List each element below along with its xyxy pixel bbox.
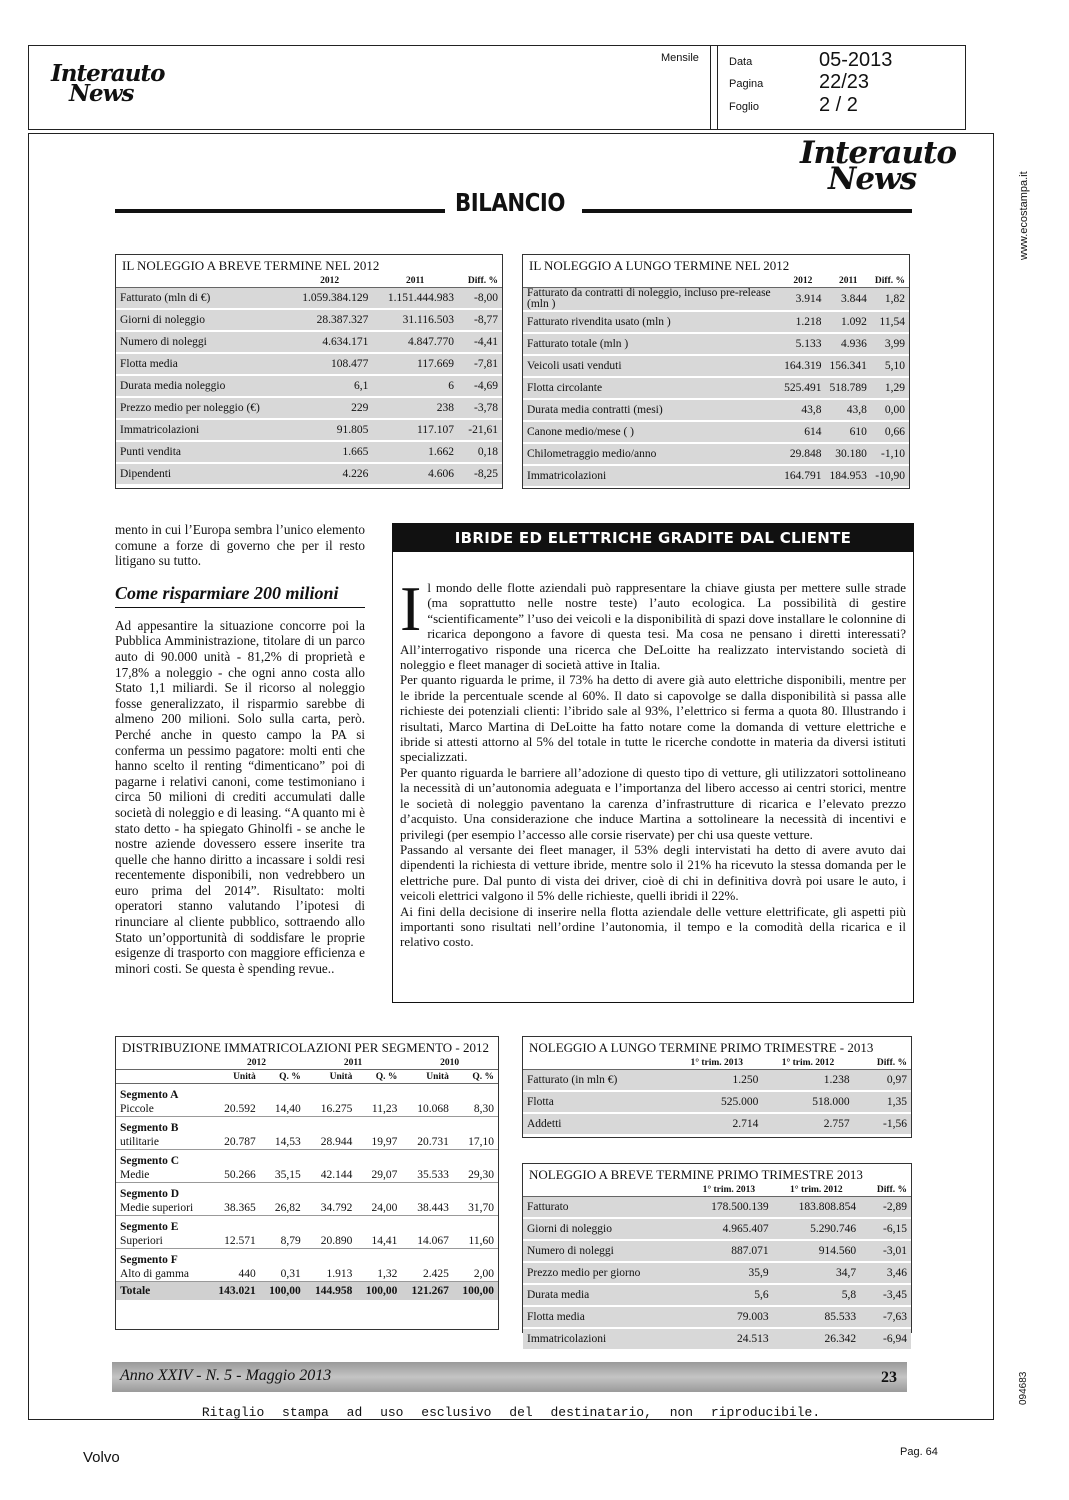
row-label: Dipendenti xyxy=(116,463,287,485)
cell-value: -10,90 xyxy=(871,465,909,487)
cell-value: 1.250 xyxy=(671,1070,762,1092)
table-row xyxy=(523,399,909,421)
row-label: Flotta xyxy=(523,1091,671,1113)
cell-value: 12.571 xyxy=(208,1234,260,1249)
table-row xyxy=(523,288,909,312)
segment-values-row xyxy=(116,1201,498,1216)
segment-name: Segmento D xyxy=(120,1188,180,1200)
cell-value: 50.266 xyxy=(208,1168,260,1183)
table-lungo-2012 xyxy=(522,254,910,489)
cell-value: 4.226 xyxy=(287,463,373,485)
cell-value: 8,79 xyxy=(260,1234,305,1249)
cell-value: 164.791 xyxy=(780,465,825,487)
total-value: 100,00 xyxy=(260,1282,305,1301)
row-label: Immatricolazioni xyxy=(523,1328,685,1350)
row-label: Flotta media xyxy=(116,353,287,375)
cell-value: 5.133 xyxy=(780,333,825,355)
row-label: Giorni di noleggio xyxy=(523,1218,685,1240)
cell-value: 43,8 xyxy=(826,399,871,421)
table-row xyxy=(523,1070,911,1092)
row-label: Fatturato (in mln €) xyxy=(523,1070,671,1092)
page-number: Pag. 64 xyxy=(900,1446,938,1458)
title-rule-right xyxy=(582,209,912,213)
cell-value: 229 xyxy=(287,397,373,419)
row-label: Punti vendita xyxy=(116,441,287,463)
segment-desc: utilitarie xyxy=(116,1135,208,1150)
cell-value: 1,35 xyxy=(854,1091,911,1113)
cell-value: 1.662 xyxy=(372,441,458,463)
row-label: Addetti xyxy=(523,1113,671,1135)
cell-value: -8,25 xyxy=(458,463,502,485)
row-label: Durata media xyxy=(523,1284,685,1306)
table-row xyxy=(116,441,502,463)
cell-value: 1,29 xyxy=(871,377,909,399)
cell-value: 2.425 xyxy=(401,1267,453,1282)
cell-value: -3,78 xyxy=(458,397,502,419)
table-row xyxy=(523,1113,911,1135)
box-ibride xyxy=(392,523,914,1003)
cell-value: 26.342 xyxy=(773,1328,860,1350)
row-label: Fatturato totale (mln ) xyxy=(523,333,780,355)
segment-row xyxy=(116,1084,498,1103)
pagina-label: Pagina xyxy=(729,78,764,90)
cell-value: 29.848 xyxy=(780,443,825,465)
table-row xyxy=(523,355,909,377)
foglio-value: 2 / 2 xyxy=(819,94,858,116)
cell-value: 1.092 xyxy=(826,311,871,333)
cell-value: 85.533 xyxy=(773,1306,860,1328)
row-label: Prezzo medio per giorno xyxy=(523,1262,685,1284)
segment-row xyxy=(116,1183,498,1202)
segment-values-row xyxy=(116,1234,498,1249)
segment-row xyxy=(116,1117,498,1136)
cell-value: -6,94 xyxy=(860,1328,911,1350)
section-title: BILANCIO xyxy=(455,188,566,217)
data-label: Data xyxy=(729,56,753,68)
cell-value: 10.068 xyxy=(401,1102,453,1117)
cell-value: 4.634.171 xyxy=(287,331,373,353)
cell-value: 35,9 xyxy=(685,1262,772,1284)
cell-value: 1,32 xyxy=(356,1267,401,1282)
table-row xyxy=(116,419,502,441)
cell-value: 38.443 xyxy=(401,1201,453,1216)
cell-value: -6,15 xyxy=(860,1218,911,1240)
table-row xyxy=(523,1284,911,1306)
table-row xyxy=(523,311,909,333)
cell-value: 1.151.444.983 xyxy=(372,288,458,310)
segment-name: Segmento C xyxy=(120,1155,180,1167)
cell-value: 34,7 xyxy=(773,1262,860,1284)
cell-value: 4.936 xyxy=(826,333,871,355)
cell-value: 0,97 xyxy=(854,1070,911,1092)
header-logo: Interauto News xyxy=(51,60,165,107)
table-breve-2012 xyxy=(115,254,503,489)
dropcap: I xyxy=(400,573,422,644)
table-breve-trimestre xyxy=(522,1163,912,1345)
cell-value: 14.067 xyxy=(401,1234,453,1249)
cell-value: 28.387.327 xyxy=(287,309,373,331)
cell-value: 20.592 xyxy=(208,1102,260,1117)
cell-value: 91.805 xyxy=(287,419,373,441)
table-title: IL NOLEGGIO A BREVE TERMINE NEL 2012 xyxy=(122,258,380,273)
row-label: Numero di noleggi xyxy=(523,1240,685,1262)
intro-text: mento in cui l’Europa sembra l’unico elemento comune a forze di governo che per il resto litigano su tutto. xyxy=(115,522,365,569)
total-value: 144.958 xyxy=(305,1282,357,1301)
row-label: Chilometraggio medio/anno xyxy=(523,443,780,465)
cell-value: 5,6 xyxy=(685,1284,772,1306)
table-row xyxy=(523,1091,911,1113)
row-label: Fatturato xyxy=(523,1197,685,1219)
cell-value: 2.757 xyxy=(762,1113,853,1135)
table-title: NOLEGGIO A BREVE TERMINE PRIMO TRIMESTRE 2013 xyxy=(529,1167,863,1182)
cell-value: 0,18 xyxy=(458,441,502,463)
side-code: 094683 xyxy=(1018,1371,1029,1405)
total-value: 100,00 xyxy=(453,1282,498,1301)
cell-value: 4.847.770 xyxy=(372,331,458,353)
table-row xyxy=(523,1328,911,1350)
table-row xyxy=(523,421,909,443)
cell-value: 16.275 xyxy=(305,1102,357,1117)
segment-desc: Piccole xyxy=(116,1102,208,1117)
cell-value: 20.731 xyxy=(401,1135,453,1150)
cell-value: 108.477 xyxy=(287,353,373,375)
header-box xyxy=(28,45,966,130)
cell-value: 1.238 xyxy=(762,1070,853,1092)
segment-name: Segmento F xyxy=(120,1254,178,1266)
total-value: 100,00 xyxy=(356,1282,401,1301)
table-segmento xyxy=(115,1036,499,1330)
cell-value: 1,82 xyxy=(871,288,909,312)
data-value: 05-2013 xyxy=(819,49,893,71)
cell-value: 14,40 xyxy=(260,1102,305,1117)
segment-desc: Medie superiori xyxy=(116,1201,208,1216)
total-value: 143.021 xyxy=(208,1282,260,1301)
cell-value: 1.665 xyxy=(287,441,373,463)
cell-value: -2,89 xyxy=(860,1197,911,1219)
cell-value: 914.560 xyxy=(773,1240,860,1262)
issue-label: Anno XXIV - N. 5 - Maggio 2013 xyxy=(120,1367,332,1384)
left-column xyxy=(115,522,365,976)
table-row xyxy=(523,1262,911,1284)
cell-value: 614 xyxy=(780,421,825,443)
row-label: Immatricolazioni xyxy=(523,465,780,487)
inner-logo: Interauto News xyxy=(800,135,957,198)
disclaimer: Ritaglio stampa ad uso esclusivo del destinatario, non riproducibile. xyxy=(201,1405,821,1420)
cell-value: 20.890 xyxy=(305,1234,357,1249)
segment-name: Segmento E xyxy=(120,1221,179,1233)
table-row xyxy=(523,333,909,355)
segment-name: Segmento B xyxy=(120,1122,179,1134)
cell-value: 2.714 xyxy=(671,1113,762,1135)
cell-value: 26,82 xyxy=(260,1201,305,1216)
cell-value: 42.144 xyxy=(305,1168,357,1183)
cell-value: 610 xyxy=(826,421,871,443)
total-label: Totale xyxy=(116,1282,208,1301)
cell-value: 31.116.503 xyxy=(372,309,458,331)
cell-value: -4,41 xyxy=(458,331,502,353)
row-label: Flotta circolante xyxy=(523,377,780,399)
cell-value: 2,00 xyxy=(453,1267,498,1282)
row-label: Immatricolazioni xyxy=(116,419,287,441)
cell-value: 184.953 xyxy=(826,465,871,487)
cell-value: -1,10 xyxy=(871,443,909,465)
cell-value: 20.787 xyxy=(208,1135,260,1150)
title-rule-left xyxy=(115,209,445,213)
table-grid: 2012 2011 2010 Unità Q. % Unità Q. % Unità Q. % Segmento A Piccole 20.592 14,40 16.275 11,23 10.068 8,30 Segmento B utilitarie 20.787 14,53 28.944 19,97 20.731 17,10 Segmento C Medie 50.266 35,15 42.144 29,07 35.533 29,30 Segmento D Medie superiori 38.365 26,82 34.792 24,00 38.443 31,70 Segmento E Superiori 12.571 8,79 20.890 14,41 14.067 11,60 Segmento F Alto di gamma 440 0,31 1.913 1,32 2.425 2,00 Totale 143.021 100,00 144.958 100,00 121.267 100,00 xyxy=(116,1056,498,1300)
segment-values-row xyxy=(116,1102,498,1117)
segment-desc: Superiori xyxy=(116,1234,208,1249)
row-label: Flotta media xyxy=(523,1306,685,1328)
cell-value: 11,60 xyxy=(453,1234,498,1249)
table-row xyxy=(116,331,502,353)
table-title: DISTRIBUZIONE IMMATRICOLAZIONI PER SEGMENTO - 2012 xyxy=(122,1040,489,1055)
cell-value: -1,56 xyxy=(854,1113,911,1135)
body-text: Ad appesantire la situazione concorre poi la Pubblica Amministrazione, titolare di un parco auto di 90.000 unità - 81,2% di proprietà e 17,8% a noleggio - che ogni anno costa allo Stato 1,1 miliardi. Se il ricorso al noleggio fosse generalizzato, il risparmio sarebbe di almeno 200 milioni. Solo sulla carta, però. Perché anche in questo campo la PA si conferma un pessimo pagatore: molti enti che hanno scelto il renting “dimenticano” poi di pagarne i relativi canoni, come testimoniano i circa 50 milioni di crediti accumulati dalle società di noleggio e di leasing. “A quanto mi è stato detto - ha spiegato Ghinolfi - se anche le nostre aziende dovessero essere inserite tra quelle che hanno diritto a incassare i soldi resi recentemente disponibili, non vedrebbero un euro prima del 2014”. Risultato: molti operatori stanno valutando l’ipotesi di rinunciare al cliente pubblico, sottraendo allo Stato un’opportunità di soddisfare le proprie esigenze di trasporto con maggiore efficienza e minori costi. Se questa è spending revue.. xyxy=(115,617,365,976)
cell-value: 3,46 xyxy=(860,1262,911,1284)
cell-value: -21,61 xyxy=(458,419,502,441)
box-title: IBRIDE ED ELETTRICHE GRADITE DAL CLIENTE xyxy=(393,524,913,552)
cell-value: 79.003 xyxy=(685,1306,772,1328)
segment-desc: Alto di gamma xyxy=(116,1267,208,1282)
row-label: Prezzo medio per noleggio (€) xyxy=(116,397,287,419)
cell-value: 0,66 xyxy=(871,421,909,443)
frequency-label: Mensile xyxy=(661,52,699,64)
table-row xyxy=(116,375,502,397)
table-row xyxy=(116,288,502,310)
table-lungo-trimestre xyxy=(522,1036,912,1138)
cell-value: 31,70 xyxy=(453,1201,498,1216)
cell-value: -3,45 xyxy=(860,1284,911,1306)
cell-value: 11,54 xyxy=(871,311,909,333)
cell-value: 117.107 xyxy=(372,419,458,441)
table-row xyxy=(523,465,909,487)
segment-row xyxy=(116,1150,498,1169)
table-grid: 1° trim. 2013 1° trim. 2012 Diff. % Fatturato (in mln €) 1.250 1.238 0,97 Flotta 525.000 518.000 1,35 Addetti 2.714 2.757 -1,56 xyxy=(523,1056,911,1136)
side-url: www.ecostampa.it xyxy=(1018,171,1030,260)
cell-value: 29,30 xyxy=(453,1168,498,1183)
cell-value: 6 xyxy=(372,375,458,397)
cell-value: 238 xyxy=(372,397,458,419)
row-label: Canone medio/mese ( ) xyxy=(523,421,780,443)
segment-values-row xyxy=(116,1267,498,1282)
subtitle: Come risparmiare 200 milioni xyxy=(115,583,365,608)
cell-value: 4.606 xyxy=(372,463,458,485)
cell-value: 29,07 xyxy=(356,1168,401,1183)
segment-row xyxy=(116,1249,498,1268)
cell-value: 178.500.139 xyxy=(685,1197,772,1219)
row-label: Veicoli usati venduti xyxy=(523,355,780,377)
table-row xyxy=(116,353,502,375)
row-label: Fatturato da contratti di noleggio, incluso pre-release (mln ) xyxy=(523,288,780,312)
row-label: Durata media contratti (mesi) xyxy=(523,399,780,421)
cell-value: 4.965.407 xyxy=(685,1218,772,1240)
cell-value: 24.513 xyxy=(685,1328,772,1350)
table-row xyxy=(116,397,502,419)
cell-value: 8,30 xyxy=(453,1102,498,1117)
cell-value: 5,10 xyxy=(871,355,909,377)
cell-value: 183.808.854 xyxy=(773,1197,860,1219)
cell-value: -8,00 xyxy=(458,288,502,310)
cell-value: 17,10 xyxy=(453,1135,498,1150)
cell-value: -4,69 xyxy=(458,375,502,397)
table-row xyxy=(523,443,909,465)
cell-value: -7,63 xyxy=(860,1306,911,1328)
table-row xyxy=(523,1197,911,1219)
cell-value: 0,00 xyxy=(871,399,909,421)
cell-value: 525.000 xyxy=(671,1091,762,1113)
cell-value: 5,8 xyxy=(773,1284,860,1306)
cell-value: 518.789 xyxy=(826,377,871,399)
row-label: Numero di noleggi xyxy=(116,331,287,353)
cell-value: 38.365 xyxy=(208,1201,260,1216)
row-label: Fatturato (mln di €) xyxy=(116,288,287,310)
segment-values-row xyxy=(116,1168,498,1183)
table-grid: 2012 2011 Diff. % Fatturato da contratti di noleggio, incluso pre-release (mln ) 3.914 3.844 1,82 Fatturato rivendita usato (mln ) 1.218 1.092 11,54 Fatturato totale (mln ) 5.133 4.936 3,99 Veicoli usati venduti 164.319 156.341 5,10 Flotta circolante 525.491 518.789 1,29 Durata media contratti (mesi) 43,8 43,8 0,00 Canone medio/mese ( ) 614 610 0,66 Chilometraggio medio/anno 29.848 30.180 -1,10 Immatricolazioni 164.791 184.953 -10,90 xyxy=(523,274,909,488)
cell-value: 1.218 xyxy=(780,311,825,333)
table-title: NOLEGGIO A LUNGO TERMINE PRIMO TRIMESTRE - 2013 xyxy=(529,1040,874,1055)
segment-name: Segmento A xyxy=(120,1089,179,1101)
cell-value: 28.944 xyxy=(305,1135,357,1150)
cell-value: -7,81 xyxy=(458,353,502,375)
cell-value: 117.669 xyxy=(372,353,458,375)
cell-value: 156.341 xyxy=(826,355,871,377)
segment-row xyxy=(116,1216,498,1235)
cell-value: 35.533 xyxy=(401,1168,453,1183)
cell-value: 34.792 xyxy=(305,1201,357,1216)
total-value: 121.267 xyxy=(401,1282,453,1301)
table-row xyxy=(523,1306,911,1328)
table-grid: 2012 2011 Diff. % Fatturato (mln di €) 1.059.384.129 1.151.444.983 -8,00 Giorni di noleggio 28.387.327 31.116.503 -8,77 Numero di noleggi 4.634.171 4.847.770 -4,41 Flotta media 108.477 117.669 -7,81 Durata media noleggio 6,1 6 -4,69 Prezzo medio per noleggio (€) 229 238 -3,78 Immatricolazioni 91.805 117.107 -21,61 Punti vendita 1.665 1.662 0,18 Dipendenti 4.226 4.606 -8,25 xyxy=(116,274,502,486)
cell-value: 440 xyxy=(208,1267,260,1282)
cell-value: 24,00 xyxy=(356,1201,401,1216)
cell-value: 14,53 xyxy=(260,1135,305,1150)
row-label: Giorni di noleggio xyxy=(116,309,287,331)
cell-value: 3,99 xyxy=(871,333,909,355)
cell-value: 5.290.746 xyxy=(773,1218,860,1240)
pagina-value: 22/23 xyxy=(819,71,870,93)
issue-band xyxy=(112,1362,907,1392)
cell-value: 525.491 xyxy=(780,377,825,399)
foglio-label: Foglio xyxy=(729,101,759,113)
cell-value: 35,15 xyxy=(260,1168,305,1183)
row-label: Fatturato rivendita usato (mln ) xyxy=(523,311,780,333)
row-label: Durata media noleggio xyxy=(116,375,287,397)
cell-value: 0,31 xyxy=(260,1267,305,1282)
box-body: I l mondo delle flotte aziendali può rappresentare la chiave giusta per mettere sulle strade (ma soprattutto nelle nostre teste) l’auto ecologica. La possibilità di gestire “scientificamente” l’uso dei veicoli e la disponibilità di spazi dove installare le colonnine di ricarica depongono a favore di questa tesi. Ma cosa ne pensano i diretti interessati? All’interrogativo risponde una ricerca che DeLoitte ha realizzato intervistando società di noleggio e fleet manager di società attive in Italia. Per quanto riguarda le prime, il 73% ha detto di avere già auto elettriche disponibili, mentre per le ibride la percentuale scende al 60%. Il dato si capovolge se dalla disponibilità si passa alle richieste dei potenziali clienti: l’ibrido sale al 93%, l’elettrico si ferma a quota 80. Illustrando i risultati, Marco Martina di DeLoitte ha fatto notare come la domanda di vetture elettriche e ibride si attesti attorno al 5% del totale in tutte le ricerche condotte in materia da diversi istituti specializzati. Per quanto riguarda le barriere all’adozione di questo tipo di vetture, gli utilizzatori sottolineano la necessità di un’autonomia adeguata e l’importanza del libero accesso ai centri storici, mentre le società di noleggio paventano la carenza d’infrastrutture di ricarica e l’elevato prezzo d’acquisto. Una considerazione che induce Martina a sottolineare la necessità di incentivi e privilegi (per esempio l’accesso alle corsie riservate) per chi usa queste vetture. Passando al versante dei fleet manager, il 53% degli intervistati ha detto di avere avuto dai dipendenti la richiesta di vetture ibride, mentre solo il 21% ha ricevuto la stessa domanda per le elettriche pure. Dal punto di vista dei driver, cioè di chi in definitiva dovrà poi usare le auto, i veicoli elettrici valgono il 5% delle richieste, quelli ibridi il 22%. Ai fini della decisione di inserire nella flotta aziendale delle vetture elettrificate, gli aspetti più importanti sono risultati nell’ordine l’autonomia, il tempo e la comodità della ricarica e il relativo costo. xyxy=(400,573,906,950)
table-row xyxy=(523,1240,911,1262)
cell-value: 3.844 xyxy=(826,288,871,312)
cell-value: 518.000 xyxy=(762,1091,853,1113)
cell-value: 11,23 xyxy=(356,1102,401,1117)
total-row xyxy=(116,1282,498,1301)
cell-value: 3.914 xyxy=(780,288,825,312)
client-name: Volvo xyxy=(83,1449,120,1466)
table-row xyxy=(523,377,909,399)
table-title: IL NOLEGGIO A LUNGO TERMINE NEL 2012 xyxy=(529,258,790,273)
cell-value: 1.059.384.129 xyxy=(287,288,373,310)
segment-values-row xyxy=(116,1135,498,1150)
table-row xyxy=(116,309,502,331)
cell-value: 164.319 xyxy=(780,355,825,377)
cell-value: 30.180 xyxy=(826,443,871,465)
segment-desc: Medie xyxy=(116,1168,208,1183)
cell-value: 43,8 xyxy=(780,399,825,421)
issue-page: 23 xyxy=(881,1369,897,1386)
cell-value: -3,01 xyxy=(860,1240,911,1262)
table-row xyxy=(523,1218,911,1240)
cell-value: 14,41 xyxy=(356,1234,401,1249)
table-row xyxy=(116,463,502,485)
cell-value: 6,1 xyxy=(287,375,373,397)
cell-value: 19,97 xyxy=(356,1135,401,1150)
cell-value: -8,77 xyxy=(458,309,502,331)
cell-value: 1.913 xyxy=(305,1267,357,1282)
table-grid: 1° trim. 2013 1° trim. 2012 Diff. % Fatturato 178.500.139 183.808.854 -2,89 Giorni di noleggio 4.965.407 5.290.746 -6,15 Numero di noleggi 887.071 914.560 -3,01 Prezzo medio per giorno 35,9 34,7 3,46 Durata media 5,6 5,8 -3,45 Flotta media 79.003 85.533 -7,63 Immatricolazioni 24.513 26.342 -6,94 xyxy=(523,1183,911,1351)
cell-value: 887.071 xyxy=(685,1240,772,1262)
